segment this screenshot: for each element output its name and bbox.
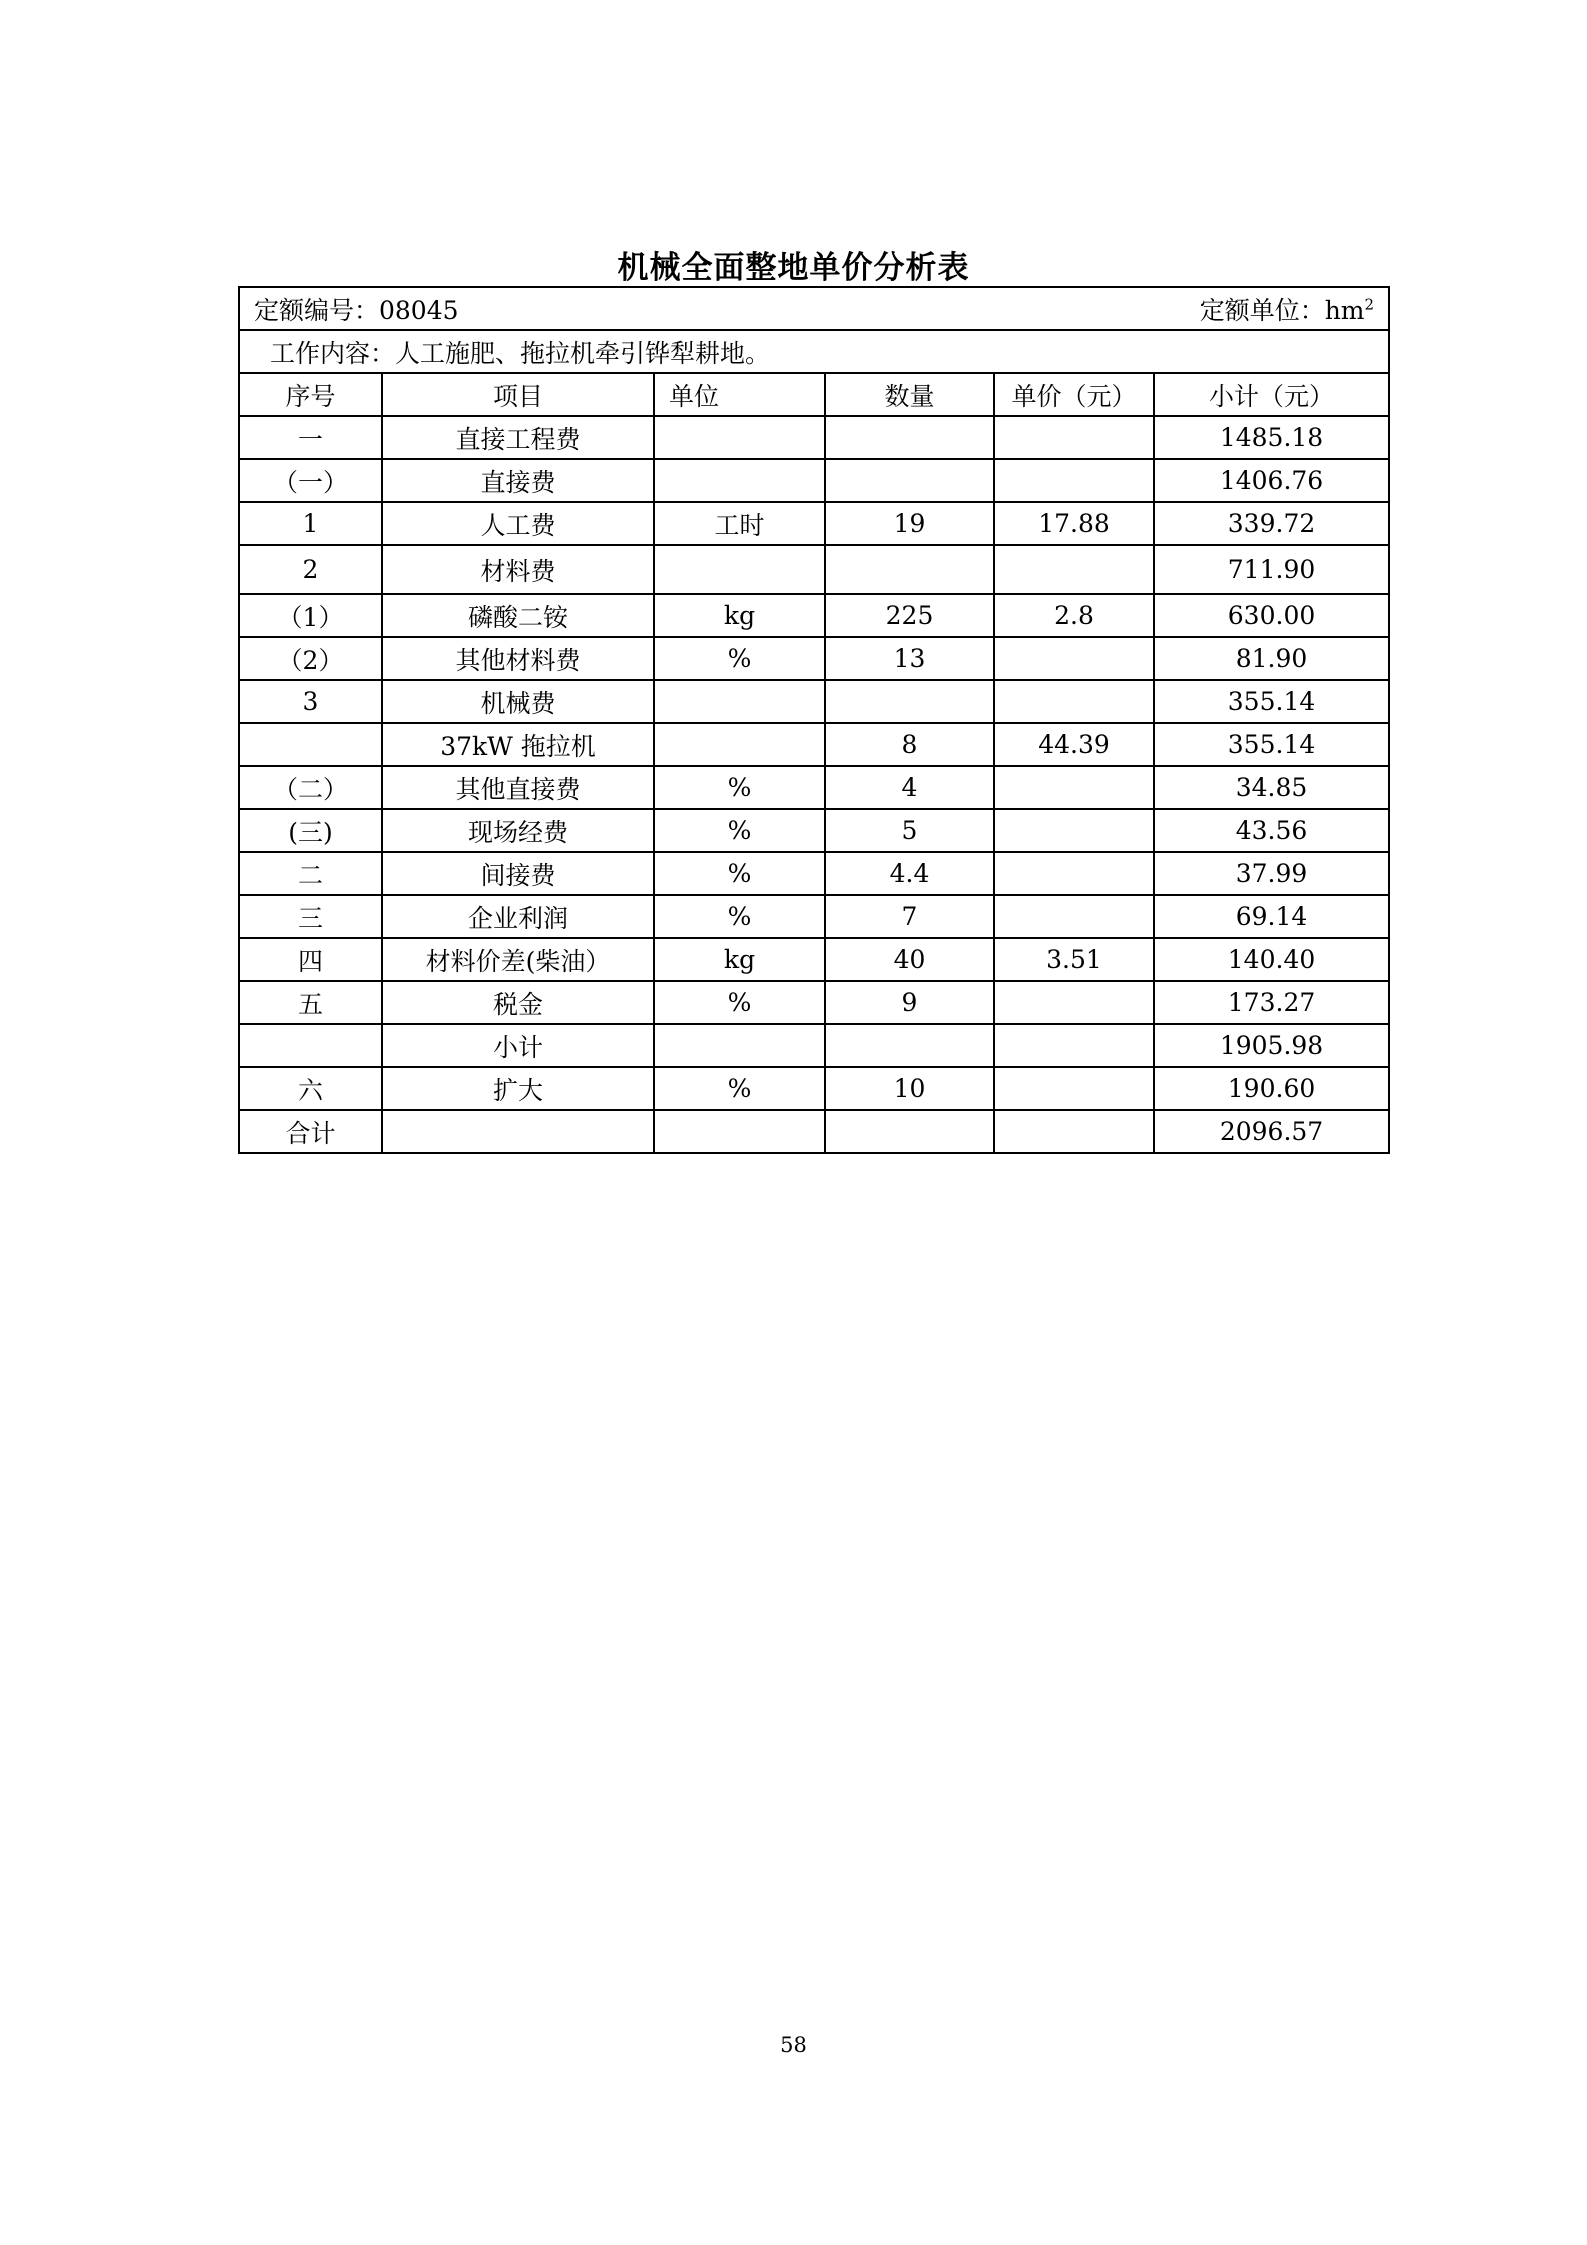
cell-item	[382, 1110, 654, 1153]
cell-seq: 1	[239, 502, 382, 545]
cell-item: 机械费	[382, 680, 654, 723]
table-row	[239, 895, 1389, 938]
header-qty: 数量	[825, 373, 994, 416]
cell-qty: 5	[825, 809, 994, 852]
cell-price: 2.8	[994, 594, 1154, 637]
cell-unit: %	[654, 637, 825, 680]
header-price: 单价（元）	[994, 373, 1154, 416]
table-row	[239, 981, 1389, 1024]
cell-subtotal: 630.00	[1154, 594, 1389, 637]
cell-price	[994, 1067, 1154, 1110]
cell-qty	[825, 459, 994, 502]
cell-qty	[825, 1110, 994, 1153]
cell-seq: （2）	[239, 637, 382, 680]
cell-item: 其他材料费	[382, 637, 654, 680]
cell-subtotal: 34.85	[1154, 766, 1389, 809]
cell-subtotal: 140.40	[1154, 938, 1389, 981]
cell-item: 材料费	[382, 545, 654, 594]
header-row	[239, 373, 1389, 416]
cell-subtotal: 81.90	[1154, 637, 1389, 680]
cell-price	[994, 852, 1154, 895]
cell-seq: 2	[239, 545, 382, 594]
cell-unit	[654, 680, 825, 723]
cell-price	[994, 637, 1154, 680]
cell-subtotal: 1905.98	[1154, 1024, 1389, 1067]
cell-subtotal: 37.99	[1154, 852, 1389, 895]
cell-price	[994, 1024, 1154, 1067]
cell-price	[994, 809, 1154, 852]
cell-qty	[825, 416, 994, 459]
cell-unit	[654, 416, 825, 459]
cell-seq: 合计	[239, 1110, 382, 1153]
cell-qty: 4	[825, 766, 994, 809]
cell-seq: （二）	[239, 766, 382, 809]
table-row	[239, 594, 1389, 637]
cell-unit	[654, 1110, 825, 1153]
quota-unit: 定额单位：$hm^2$	[1199, 295, 1375, 325]
table-row	[239, 938, 1389, 981]
header-subtotal: 小计（元）	[1154, 373, 1389, 416]
cell-item: 间接费	[382, 852, 654, 895]
cell-price	[994, 1110, 1154, 1153]
cell-seq: 四	[239, 938, 382, 981]
cell-unit	[654, 1024, 825, 1067]
cell-unit: 工时	[654, 502, 825, 545]
cell-seq: 六	[239, 1067, 382, 1110]
cell-seq: 3	[239, 680, 382, 723]
cell-qty: 9	[825, 981, 994, 1024]
cell-unit	[654, 459, 825, 502]
cell-unit: %	[654, 809, 825, 852]
cell-item: 人工费	[382, 502, 654, 545]
quota-info-row	[239, 287, 1389, 330]
cell-price	[994, 895, 1154, 938]
cell-price: 3.51	[994, 938, 1154, 981]
cell-unit	[654, 723, 825, 766]
cell-seq	[239, 1024, 382, 1067]
cell-item: 企业利润	[382, 895, 654, 938]
cell-subtotal: 43.56	[1154, 809, 1389, 852]
table-row	[239, 766, 1389, 809]
cell-qty	[825, 545, 994, 594]
cell-price: 44.39	[994, 723, 1154, 766]
cell-subtotal: 69.14	[1154, 895, 1389, 938]
cell-subtotal: 711.90	[1154, 545, 1389, 594]
cell-unit: %	[654, 1067, 825, 1110]
cell-item: 扩大	[382, 1067, 654, 1110]
table-row	[239, 852, 1389, 895]
cell-qty	[825, 680, 994, 723]
cell-item: 其他直接费	[382, 766, 654, 809]
cell-subtotal: 355.14	[1154, 723, 1389, 766]
cell-seq: 三	[239, 895, 382, 938]
cell-seq: 一	[239, 416, 382, 459]
cell-item: 税金	[382, 981, 654, 1024]
table-title: 机械全面整地单价分析表	[617, 250, 970, 286]
cell-seq: (三)	[239, 809, 382, 852]
cell-subtotal: 1485.18	[1154, 416, 1389, 459]
cell-unit: kg	[654, 594, 825, 637]
cell-subtotal: 173.27	[1154, 981, 1389, 1024]
cell-unit	[654, 545, 825, 594]
cell-item: 直接工程费	[382, 416, 654, 459]
cell-item: 小计	[382, 1024, 654, 1067]
work-content-row	[239, 330, 1389, 373]
cell-price	[994, 766, 1154, 809]
cell-qty: 7	[825, 895, 994, 938]
table-row	[239, 545, 1389, 594]
cell-unit: kg	[654, 938, 825, 981]
cell-seq: 五	[239, 981, 382, 1024]
cell-seq	[239, 723, 382, 766]
table-row	[239, 809, 1389, 852]
header-item: 项目	[382, 373, 654, 416]
cell-item: 直接费	[382, 459, 654, 502]
table-row	[239, 459, 1389, 502]
cell-price	[994, 680, 1154, 723]
cell-qty: 19	[825, 502, 994, 545]
cell-subtotal: 190.60	[1154, 1067, 1389, 1110]
cell-subtotal: 339.72	[1154, 502, 1389, 545]
cell-seq: （1）	[239, 594, 382, 637]
table-row	[239, 1067, 1389, 1110]
cell-qty: 10	[825, 1067, 994, 1110]
header-unit: 单位	[654, 373, 825, 416]
cell-qty: 13	[825, 637, 994, 680]
cell-qty: 40	[825, 938, 994, 981]
cell-seq: （一）	[239, 459, 382, 502]
cell-qty: 225	[825, 594, 994, 637]
cell-qty: 8	[825, 723, 994, 766]
cell-subtotal: 1406.76	[1154, 459, 1389, 502]
table-row	[239, 680, 1389, 723]
cell-unit: %	[654, 852, 825, 895]
cell-price	[994, 416, 1154, 459]
cell-price: 17.88	[994, 502, 1154, 545]
header-seq: 序号	[239, 373, 382, 416]
cell-price	[994, 459, 1154, 502]
cell-subtotal: 2096.57	[1154, 1110, 1389, 1153]
quota-number: 定额编号：08045	[254, 295, 459, 325]
table-row	[239, 1024, 1389, 1067]
cell-unit: %	[654, 766, 825, 809]
page-number: 58	[780, 2033, 807, 2057]
table-row	[239, 1110, 1389, 1153]
cell-item: 现场经费	[382, 809, 654, 852]
cell-qty: 4.4	[825, 852, 994, 895]
cell-subtotal: 355.14	[1154, 680, 1389, 723]
cell-qty	[825, 1024, 994, 1067]
cell-unit: %	[654, 981, 825, 1024]
cell-unit: %	[654, 895, 825, 938]
cell-price	[994, 981, 1154, 1024]
cell-item: 磷酸二铵	[382, 594, 654, 637]
work-content: 工作内容：人工施肥、拖拉机牵引铧犁耕地。	[239, 330, 1389, 373]
table-row	[239, 637, 1389, 680]
cell-price	[994, 545, 1154, 594]
table-row	[239, 416, 1389, 459]
cell-seq: 二	[239, 852, 382, 895]
table-row	[239, 502, 1389, 545]
cell-item: 材料价差(柴油）	[382, 938, 654, 981]
table-row	[239, 723, 1389, 766]
unit-price-analysis-table	[238, 286, 1390, 1154]
cell-item: 37kW 拖拉机	[382, 723, 654, 766]
